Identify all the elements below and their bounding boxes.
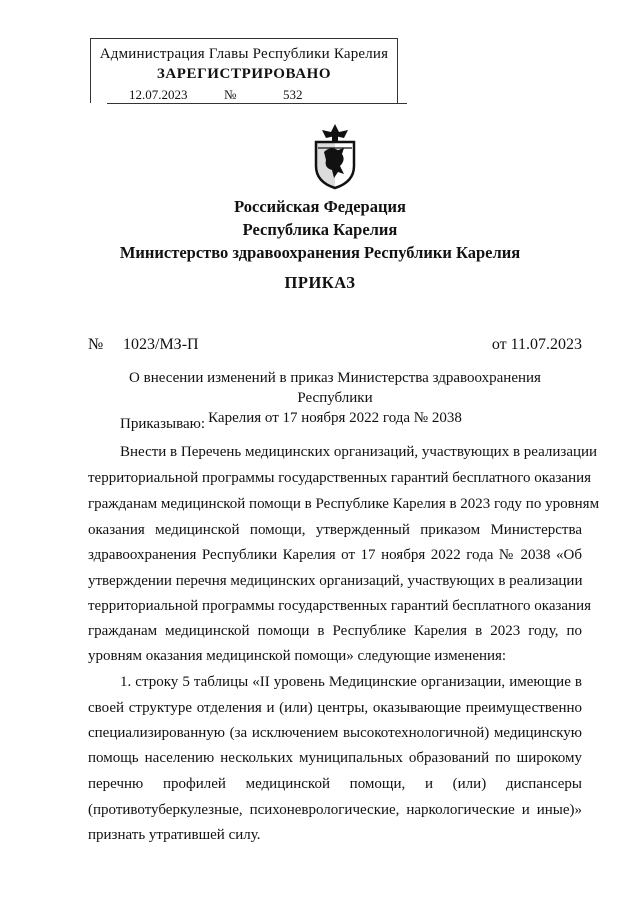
body-line: здравоохранения Республики Карелия от 17 ноября 2022 года № 2038 «Об	[88, 547, 582, 563]
document-title: ПРИКАЗ	[284, 273, 356, 292]
body-line: специализированную (за исключением высокотехнологичной) медицинскую	[88, 725, 582, 741]
body-line: помощь населению нескольких муниципальных образований по широкому	[88, 750, 582, 766]
body-line: признать утратившей силу.	[88, 827, 261, 843]
stamp-registration-line	[107, 87, 407, 104]
header-country: Российская Федерация	[234, 197, 406, 216]
stamp-number-label: №	[224, 87, 237, 102]
body-line: Приказываю:	[120, 416, 205, 432]
stamp-number: 532	[283, 87, 303, 102]
body-line: территориальной программы государственных гарантий бесплатного оказания	[88, 598, 592, 614]
body-line: перечню профилей медицинской помощи, и (или) диспансеры	[88, 776, 582, 792]
subject-line: Карелия от 17 ноября 2022 года № 2038	[208, 410, 462, 426]
karelia-coat-of-arms-icon	[310, 122, 360, 190]
body-line: своей структуре отделения и (или) центры, оказывающие преимущественно	[88, 700, 582, 716]
order-number-label: №	[88, 336, 104, 353]
body-line: гражданам медицинской помощи в Республике Карелия в 2023 году, по	[88, 623, 582, 639]
stamp-status: ЗАРЕГИСТРИРОВАНО	[156, 66, 332, 82]
body-line: утверждении перечня медицинских организаций, участвующих в реализации	[88, 573, 583, 589]
order-number: 1023/МЗ-П	[123, 336, 199, 353]
body-line: оказания медицинской помощи, утвержденный приказом Министерства	[88, 522, 582, 538]
header-ministry: Министерство здравоохранения Республики Карелия	[119, 243, 521, 262]
header-republic: Республика Карелия	[242, 220, 398, 239]
body-line: 1. строку 5 таблицы «II уровень Медицинские организации, имеющие в	[120, 674, 582, 690]
registration-stamp	[90, 38, 398, 103]
body-line: уровням оказания медицинской помощи» следующие изменения:	[88, 648, 507, 664]
stamp-date: 12.07.2023	[129, 87, 188, 102]
body-line: Внести в Перечень медицинских организаций, участвующих в реализации	[120, 444, 598, 460]
order-date: от 11.07.2023	[491, 336, 582, 353]
stamp-organization: Администрация Главы Республики Карелия	[99, 46, 389, 62]
body-line: территориальной программы государственных гарантий бесплатного оказания	[88, 470, 592, 486]
body-line: гражданам медицинской помощи в Республике Карелия в 2023 году по уровням	[88, 496, 600, 512]
subject-line: О внесении изменений в приказ Министерства здравоохранения Республики	[129, 370, 541, 406]
body-line: (противотуберкулезные, психоневрологические, наркологические и иные)»	[88, 802, 582, 818]
